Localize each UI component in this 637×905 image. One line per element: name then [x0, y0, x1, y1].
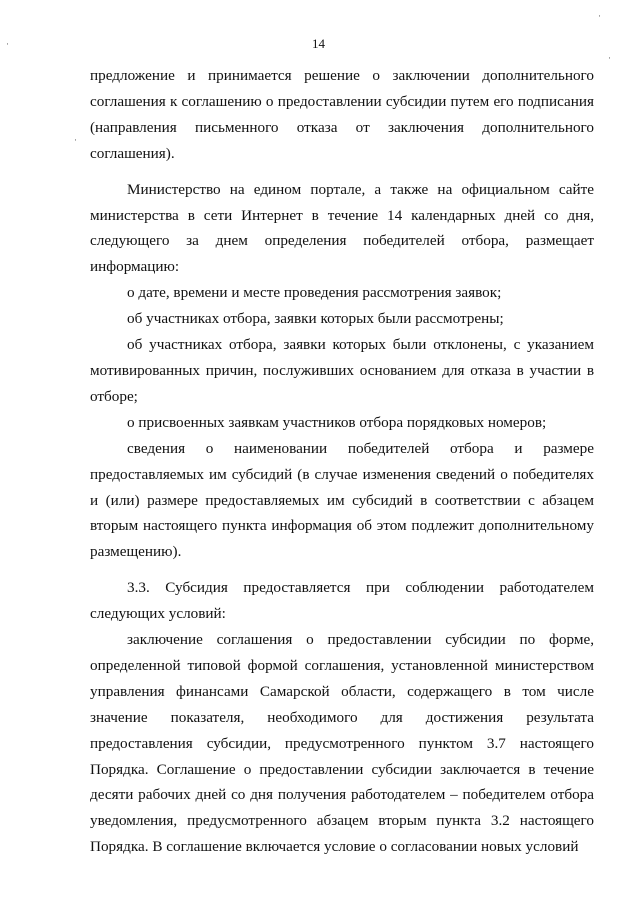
paragraph-ministry-publication: Министерство на едином портале, а также на официальном сайте министерства в сети Интернет в течение 14 календарных дней со дня, следующего за днем определения победителей отбора, размещает информацию: — [90, 180, 594, 276]
scan-dot-mark: · — [6, 39, 9, 49]
scan-dot-mark: · — [598, 11, 601, 21]
list-item-review-date: о дате, времени и месте проведения рассмотрения заявок; — [127, 284, 502, 302]
list-item-assigned-numbers: о присвоенных заявкам участников отбора порядковых номеров; — [127, 413, 547, 431]
paragraph-agreement-condition: заключение соглашения о предоставлении субсидии по форме, определенной типовой формой соглашения, установленной министерством управления финансами Самарской области, содержащего в том числе значение показателя, необходимого для достижения результата предоставления субсидии, предусмотренного пунктом 3.7 настоящего Порядка. Соглашение о предоставлении субсидии заключается в течение десяти рабочих дней со дня получения работодателем – победителем отбора уведомления, предусмотренного абзацем вторым пункта 3.2 настоящего Порядка. В соглашение включается условие о согласовании новых условий — [90, 631, 594, 856]
paragraph-section-3-3: 3.3. Субсидия предоставляется при соблюдении работодателем следующих условий: — [90, 579, 594, 623]
scan-dot-mark: · — [74, 135, 77, 145]
list-item-rejected-participants: об участниках отбора, заявки которых были отклонены, с указанием мотивированных причин, послуживших основанием для отказа в участии в отборе; — [90, 336, 594, 405]
page-number: 14 — [312, 36, 325, 51]
document-body — [90, 63, 594, 860]
scan-dot-mark: · — [608, 53, 611, 63]
paragraph-continuation: предложение и принимается решение о заключении дополнительного соглашения к соглашению о предоставлении субсидии путем его подписания (направления письменного отказа от заключения дополнительного соглашения). — [90, 67, 594, 162]
list-item-reviewed-participants: об участниках отбора, заявки которых были рассмотрены; — [127, 310, 504, 328]
list-item-winners-info: сведения о наименовании победителей отбора и размере предоставляемых им субсидий (в случае изменения сведений о победителях и (или) размере предоставляемых им субсидий в соответствии с абзацем вторым настоящего пункта информация об этом подлежит дополнительному размещению). — [90, 439, 594, 561]
